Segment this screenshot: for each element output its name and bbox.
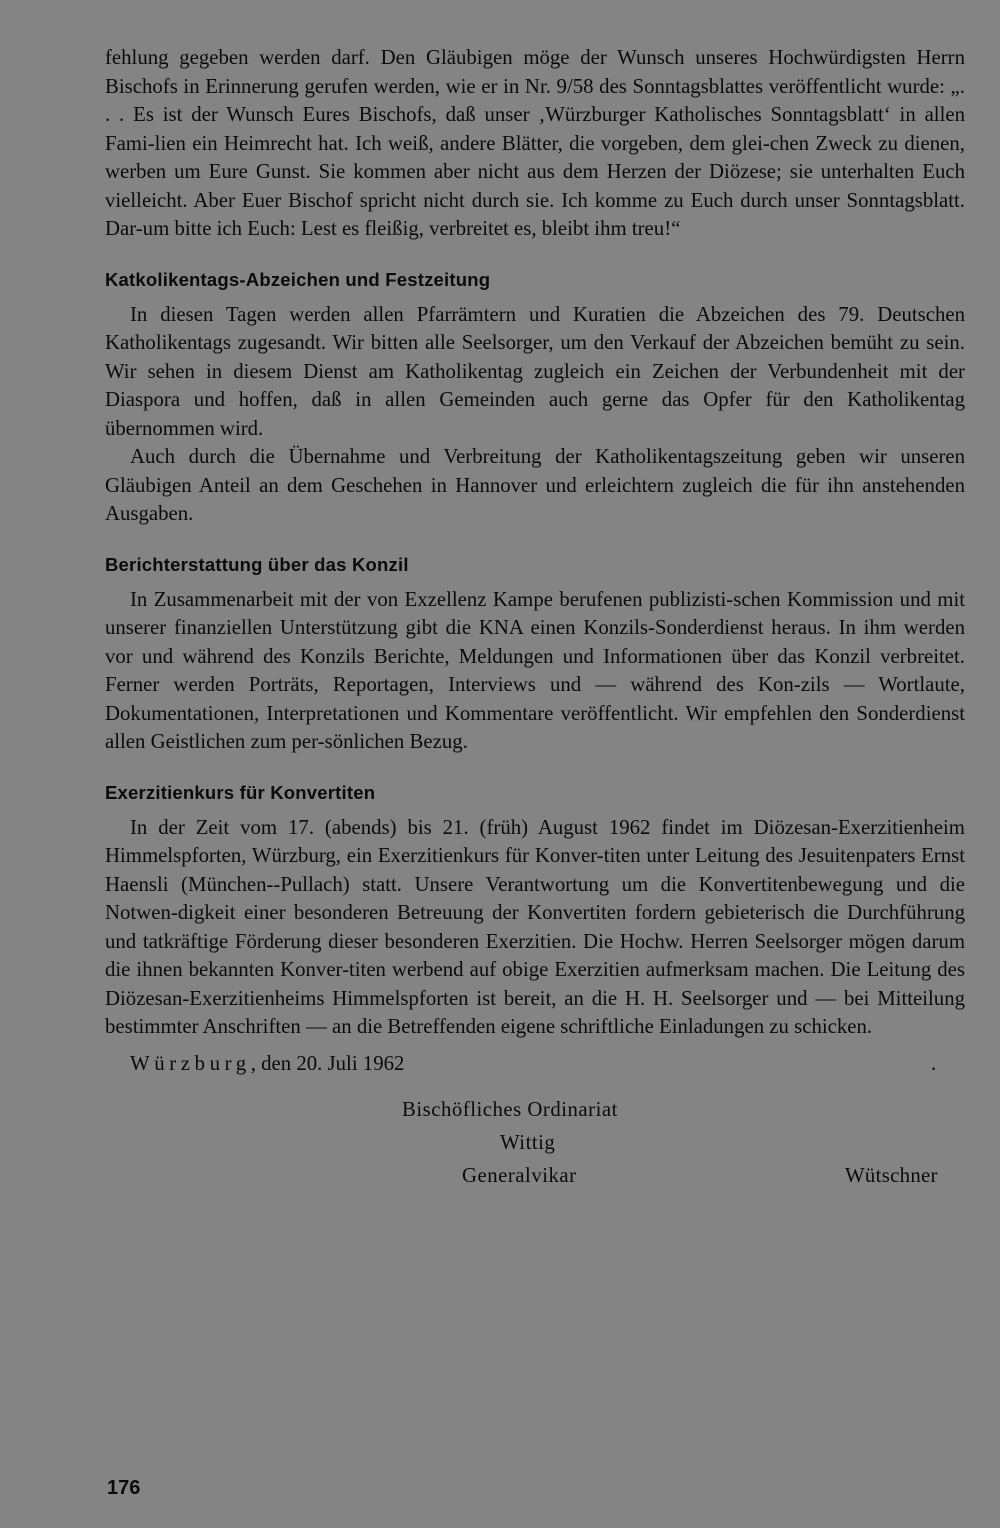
katholikentag-paragraph-1: In diesen Tagen werden allen Pfarrämtern und Kuratien die Abzeichen des 79. Deutschen Katholikentags zugesandt. Wir bitten alle Seelsorger, um den Verkauf der Abzeichen bemüht zu sein. Wir sehen in diesem Dienst am Katholikentag zugleich ein Zeichen der Verbundenheit mit der Diaspora und hoffen, daß in allen Gemeinden auch gerne das Opfer für den Katholikentag übernommen wird. [105,302,965,440]
konzil-paragraph: In Zusammenarbeit mit der von Exzellenz Kampe berufenen publizisti-schen Kommission und mit unserer finanziellen Unterstützung gibt die KNA einen Konzils-Sonderdienst heraus. In ihm werden vor und während des Konzils Berichte, Meldungen und Informationen über das Konzil verbreitet. Ferner werden Porträts, Reportagen, Interviews und — während des Kon-zils — Wortlaute, Dokumentationen, Interpretationen und Kommentare veröffentlicht. Wir empfehlen den Sonderdienst allen Geistlichen zum per-sönlichen Bezug. [105,587,965,753]
page-number: 176 [107,1477,141,1499]
signer-name: Wittig [500,1130,556,1154]
date-text: , den 20. Juli 1962 [250,1051,405,1075]
place-date-line [130,1050,404,1078]
katholikentag-paragraph-2: Auch durch die Übernahme und Verbreitung der Katholikentagszeitung geben wir unseren Gläubigen Anteil an dem Geschehen in Hannover und erleichtern zugleich die für ihn anstehenden Ausgaben. [105,445,965,525]
intro-paragraph: fehlung gegeben werden darf. Den Gläubigen möge der Wunsch unseres Hochwürdigsten Herrn Bischofs in Erinnerung gerufen werden, wie er in Nr. 9/58 des Sonntagsblattes veröffentlicht wurde: „. . . Es ist der Wunsch Eures Bischofs, daß unser ‚Würzburger Katholisches Sonntagsblatt‘ in allen Fami-lien ein Heimrecht hat. Ich weiß, andere Blätter, die vorgeben, dem glei-chen Zweck zu dienen, werben um Eure Gunst. Sie kommen aber nicht aus dem Herzen der Diözese; sie unterhalten Euch vielleicht. Aber Euer Bischof spricht nicht durch sie. Ich komme zu Euch durch unser Sonntagsblatt. Dar-um bitte ich Euch: Lest es fleißig, verbreitet es, bleibt ihm treu!“ [105,46,965,240]
place-name: Würzburg [130,1051,251,1075]
exerzitien-paragraph: In der Zeit vom 17. (abends) bis 21. (früh) August 1962 findet im Diözesan-Exerzitienheim Himmelspforten, Würzburg, ein Exerzitienkurs für Konver-titen unter Leitung des Jesuitenpaters Ernst Haensli (München--Pullach) statt. Unsere Verantwortung um die Konvertitenbewegung und die Notwen-digkeit einer besonderen Betreuung der Konvertiten fordern gebieterisch die Durchführung und tatkräftige Förderung dieser besonderen Exerzitien. Die Hochw. Herren Seelsorger mögen darum die ihnen bekannten Konver-titen werbend auf obige Exerzitien aufmerksam machen. Die Leitung des Diözesan-Exerzitienheims Himmelspforten ist bereit, an die H. H. Seelsorger und — bei Mitteilung bestimmter Anschriften — an die Betreffenden eigene schriftliche Einladungen zu schicken. [105,815,965,1038]
section-heading-konzil: Berichterstattung über das Konzil [105,553,409,575]
signer-title: Generalvikar [462,1163,577,1187]
document-page [105,44,965,1190]
section-heading-katholikentag: Katkolikentags-Abzeichen und Festzeitung [105,268,491,290]
closing-block [105,1050,965,1190]
second-signer-name: Wütschner [845,1163,938,1187]
ordinariat-label: Bischöfliches Ordinariat [402,1097,618,1121]
section-heading-exerzitien: Exerzitienkurs für Konvertiten [105,781,376,803]
trailing-dot: . [931,1051,937,1075]
